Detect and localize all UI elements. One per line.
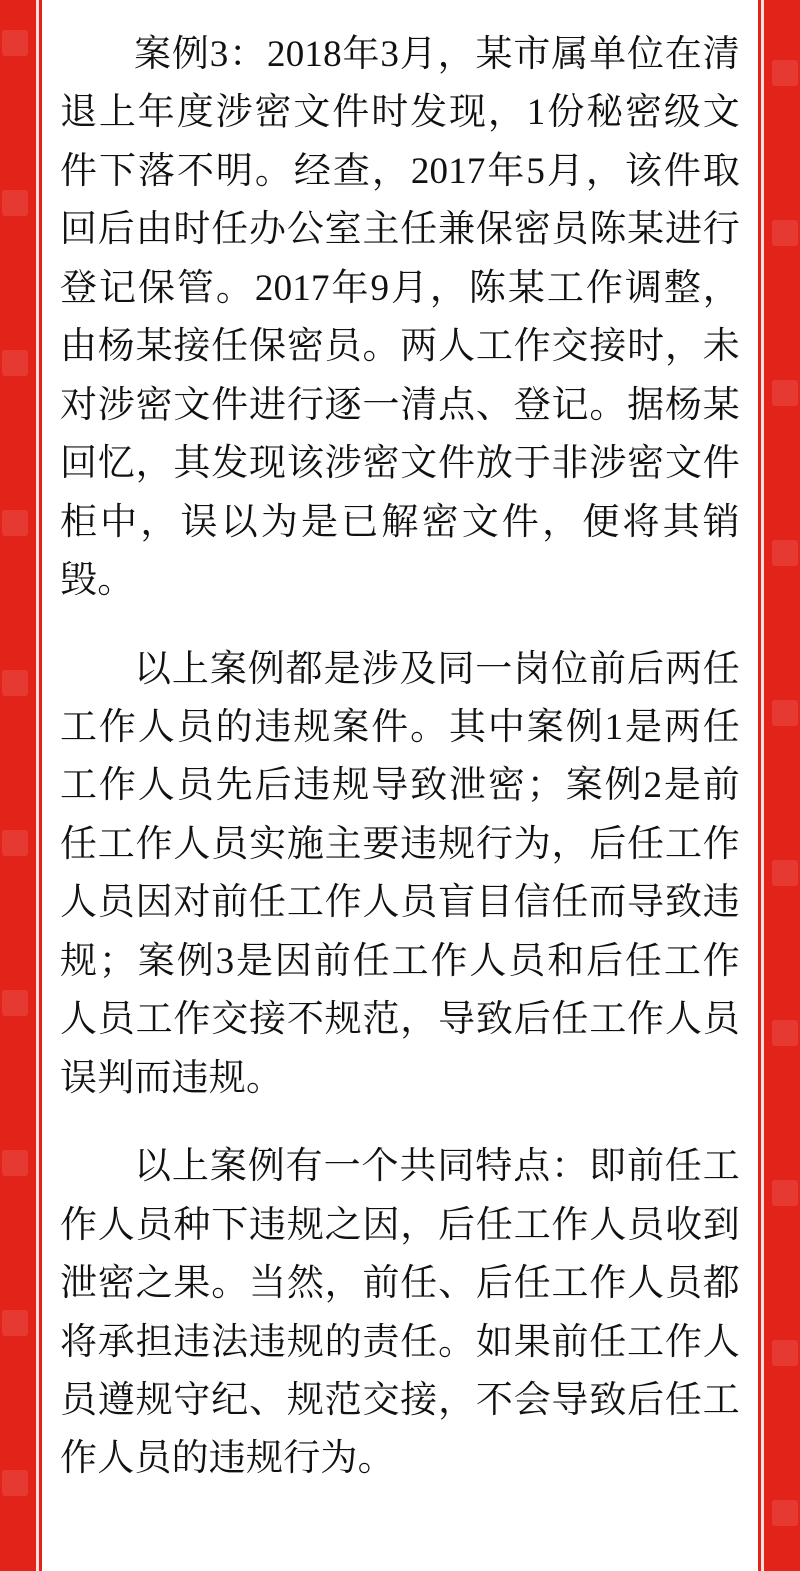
border-watermark <box>772 1020 798 1046</box>
left-red-border <box>0 0 42 1571</box>
right-red-border <box>758 0 800 1571</box>
border-watermark <box>772 1340 798 1366</box>
left-border-white-line <box>36 0 39 1571</box>
border-watermark <box>2 1310 28 1336</box>
border-watermark <box>772 380 798 406</box>
border-watermark <box>772 860 798 886</box>
border-watermark <box>2 670 28 696</box>
border-watermark <box>2 350 28 376</box>
border-watermark <box>2 1150 28 1176</box>
border-watermark <box>2 510 28 536</box>
paragraph-common-point: 以上案例有一个共同特点：即前任工作人员种下违规之因，后任工作人员收到泄密之果。当然，前任、后任工作人员都将承担违法违规的责任。如果前任工作人员遵规守纪、规范交接，不会导致后任工作人员的违规行为。 <box>60 1146 740 1480</box>
border-watermark <box>2 30 28 56</box>
article-body <box>42 0 758 1571</box>
paragraph-summary-cases: 以上案例都是涉及同一岗位前后两任工作人员的违规案件。其中案例1是两任工作人员先后违规导致泄密；案例2是前任工作人员实施主要违规行为，后任工作人员因对前任工作人员盲目信任而导致违规；案例3是因前任工作人员和后任工作人员工作交接不规范，导致后任工作人员误判而违规。 <box>60 648 740 1099</box>
right-border-white-line <box>761 0 764 1571</box>
border-watermark <box>772 220 798 246</box>
border-watermark <box>772 540 798 566</box>
border-watermark <box>772 60 798 86</box>
border-watermark <box>772 1180 798 1206</box>
border-watermark <box>772 1500 798 1526</box>
border-watermark <box>772 700 798 726</box>
border-watermark <box>2 1470 28 1496</box>
paragraph-case-3: 案例3：2018年3月，某市属单位在清退上年度涉密文件时发现，1份秘密级文件下落不明。经查，2017年5月，该件取回后由时任办公室主任兼保密员陈某进行登记保管。2017年9月，陈某工作调整，由杨某接任保密员。两人工作交接时，未对涉密文件进行逐一清点、登记。据杨某回忆，其发现该涉密文件放于非涉密文件柜中，误以为是已解密文件，便将其销毁。 <box>60 34 740 602</box>
border-watermark <box>2 990 28 1016</box>
border-watermark <box>2 830 28 856</box>
border-watermark <box>2 190 28 216</box>
